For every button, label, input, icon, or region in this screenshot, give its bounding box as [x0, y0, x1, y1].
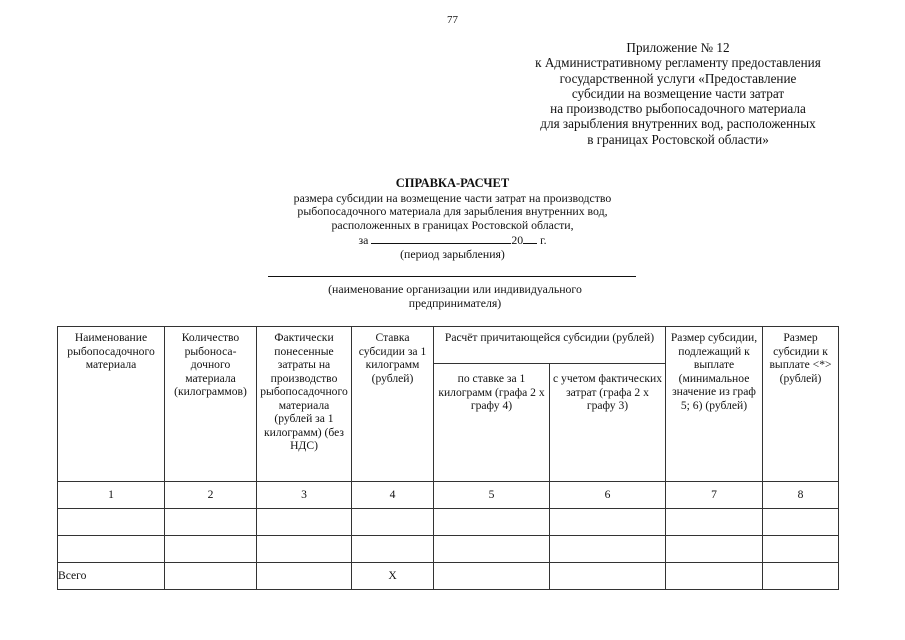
period-line — [240, 232, 665, 248]
table-cell[interactable] — [666, 536, 763, 563]
table-cell[interactable] — [763, 509, 839, 536]
header-quantity: Количество рыбоноса-дочного материала (килограммов) — [165, 327, 257, 482]
column-number: 7 — [666, 482, 763, 509]
table-row — [58, 536, 839, 563]
header-subsidy-to-pay: Размер субсидии к выплате <*> (рублей) — [763, 327, 839, 482]
column-number: 5 — [434, 482, 550, 509]
column-number: 2 — [165, 482, 257, 509]
subtitle-line: рыбопосадочного материала для зарыбления внутренних вод, — [297, 204, 608, 218]
appendix-line: государственной услуги «Предоставление — [559, 70, 797, 86]
total-row — [58, 563, 839, 590]
table-cell[interactable] — [257, 563, 352, 590]
table-cell[interactable] — [352, 509, 434, 536]
table-cell[interactable] — [257, 536, 352, 563]
period-blank[interactable] — [371, 232, 511, 244]
table-cell[interactable] — [434, 536, 550, 563]
table-cell[interactable] — [550, 509, 666, 536]
appendix-line: для зарыбления внутренних вод, расположенных — [540, 116, 816, 132]
appendix-line: субсидии на возмещение части затрат — [571, 85, 785, 101]
header-subsidy-rate: Ставка субсидии за 1 килограмм (рублей) — [352, 327, 434, 482]
total-rate-cross: Х — [352, 563, 434, 590]
table-cell[interactable] — [165, 536, 257, 563]
appendix-line: на производство рыбопосадочного материала — [550, 101, 806, 117]
appendix-line: Приложение № 12 — [626, 40, 730, 55]
appendix-reference — [500, 40, 856, 147]
header-subsidy-payable: Размер субсидии, подлежащий к выплате (минимальное значение из граф 5; 6) (рублей) — [666, 327, 763, 482]
table-cell[interactable] — [550, 563, 666, 590]
subtitle-line: размера субсидии на возмещение части затрат на производство — [293, 190, 612, 205]
header-by-actual-costs: с учетом фактических затрат (графа 2 х графу 3) — [550, 364, 666, 482]
document-title: СПРАВКА-РАСЧЕТ — [395, 176, 510, 190]
page-number: 77 — [447, 14, 458, 26]
appendix-line: к Административному регламенту предоставления — [535, 55, 821, 71]
title-block — [240, 177, 665, 261]
organization-caption: (наименование организации или индивидуального предпринимателя) — [328, 282, 582, 310]
table-cell[interactable] — [58, 509, 165, 536]
table-cell[interactable] — [434, 509, 550, 536]
column-number: 6 — [550, 482, 666, 509]
period-year-prefix: 20 — [511, 233, 524, 247]
table-cell[interactable] — [763, 563, 839, 590]
table-cell[interactable] — [257, 509, 352, 536]
subtitle-line: расположенных в границах Ростовской области, — [331, 217, 574, 232]
table-cell[interactable] — [763, 536, 839, 563]
calculation-table — [57, 326, 839, 590]
column-number: 3 — [257, 482, 352, 509]
header-by-rate: по ставке за 1 килограмм (графа 2 х графу 4) — [434, 364, 550, 482]
table-cell[interactable] — [550, 536, 666, 563]
year-blank[interactable] — [523, 232, 537, 244]
table-cell[interactable] — [434, 563, 550, 590]
table-cell[interactable] — [666, 563, 763, 590]
period-prefix: за — [358, 233, 369, 247]
header-material-name: Наименование рыбопосадочного материала — [58, 327, 165, 482]
table-row — [58, 509, 839, 536]
total-label: Всего — [58, 563, 165, 590]
table-cell[interactable] — [165, 563, 257, 590]
table-cell[interactable] — [58, 536, 165, 563]
header-subsidy-calculation: Расчёт причитающейся субсидии (рублей) — [434, 327, 666, 364]
table-cell[interactable] — [165, 509, 257, 536]
organization-name-line[interactable] — [268, 276, 636, 277]
column-number: 1 — [58, 482, 165, 509]
table-cell[interactable] — [666, 509, 763, 536]
appendix-line: в границах Ростовской области» — [587, 131, 769, 147]
period-caption: (период зарыбления) — [400, 246, 505, 261]
header-actual-costs: Фактически понесенные затраты на производство рыбопосадочного материала (рублей за 1 килограмм) (без НДС) — [257, 327, 352, 482]
period-suffix: г. — [540, 233, 547, 247]
column-number: 4 — [352, 482, 434, 509]
column-number: 8 — [763, 482, 839, 509]
table-cell[interactable] — [352, 536, 434, 563]
